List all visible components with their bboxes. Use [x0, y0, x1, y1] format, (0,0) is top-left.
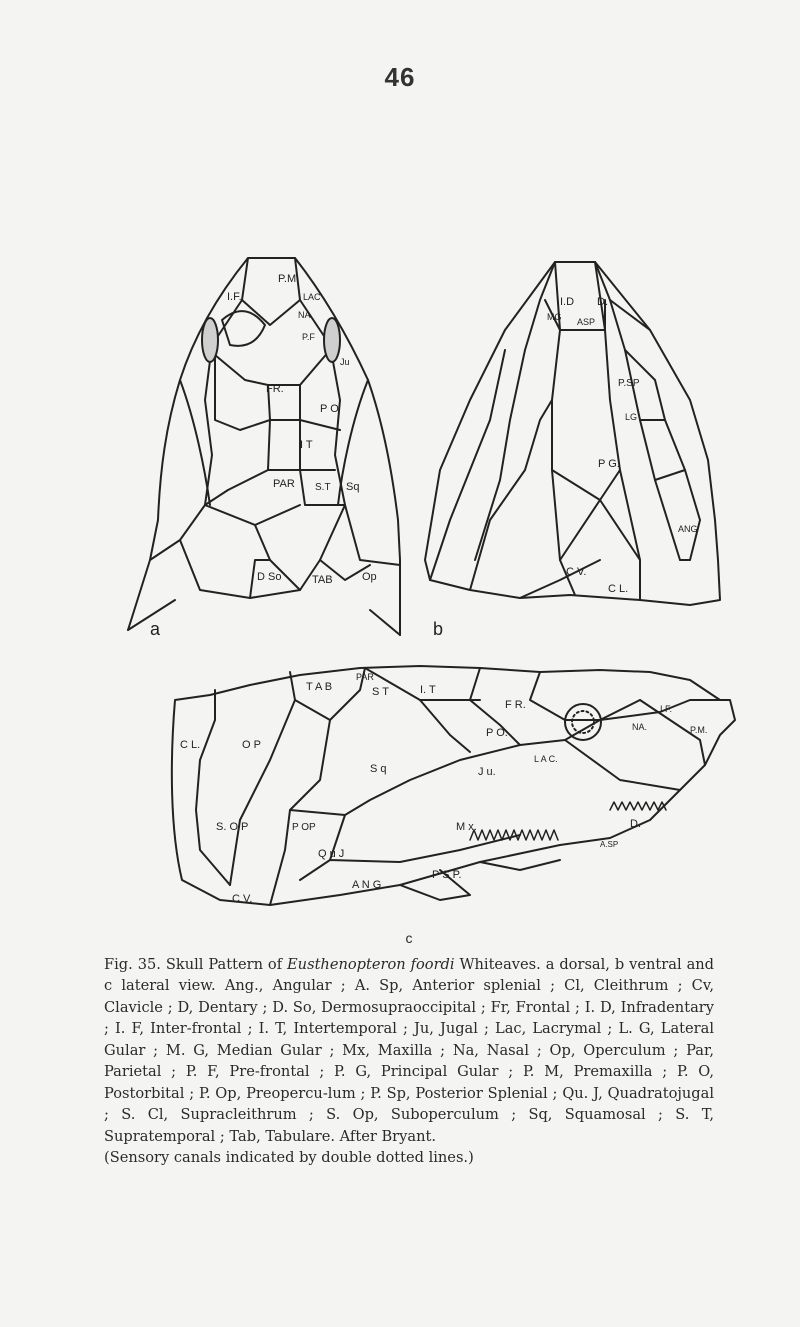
label-c-na: NA.	[632, 722, 648, 732]
label-c-op: O P	[242, 739, 261, 751]
label-b-asp: ASP	[577, 317, 596, 327]
label-a-fr: FR.	[266, 383, 284, 395]
label-c-pm: P.M.	[690, 725, 708, 735]
label-c-d: D.	[630, 818, 641, 830]
label-a-it: I T	[300, 439, 313, 451]
label-c-cv: C V.	[232, 893, 253, 905]
label-a-dso: D So	[257, 571, 282, 583]
label-c-pop: P OP	[292, 822, 316, 833]
label-b-ang: ANG	[678, 524, 698, 534]
label-b-pg: P G.	[598, 458, 620, 470]
label-c-fr: F R.	[505, 699, 526, 711]
label-c-mx: M x.	[456, 821, 477, 833]
label-c-st: S T	[372, 686, 389, 698]
label-a-op: Op	[362, 571, 377, 583]
caption-title-prefix: Skull Pattern of	[165, 955, 283, 973]
label-c-sop: S. O P	[216, 821, 249, 833]
panel-a-letter: a	[150, 619, 161, 639]
panel-b-letter: b	[433, 619, 444, 639]
label-c-sq: S q	[370, 763, 387, 775]
label-a-sq: Sq	[346, 481, 360, 493]
label-c-it: I. T	[420, 684, 436, 696]
label-b-d: D.	[597, 296, 608, 308]
caption-species: Eusthenopteron foordi	[287, 955, 455, 973]
label-c-po: P O.	[486, 727, 508, 739]
label-c-if: I F.	[660, 704, 673, 714]
label-a-st: S.T	[315, 482, 331, 493]
label-c-cl: C L.	[180, 739, 201, 751]
label-c-quj: Q u J	[318, 848, 345, 860]
label-a-tab: TAB	[312, 574, 333, 586]
page-number: 46	[384, 62, 416, 92]
panel-c-letter: c	[405, 930, 413, 946]
label-a-ju: Ju	[340, 357, 350, 367]
label-b-cl: C L.	[608, 583, 629, 595]
label-b-lg: LG	[625, 412, 638, 422]
label-a-na: NA	[298, 310, 311, 320]
label-c-psp: P S P.	[432, 869, 462, 881]
label-a-pm: P.M.	[278, 273, 300, 285]
label-b-psp: P.SP	[618, 378, 640, 389]
label-c-par: PAR	[356, 672, 374, 682]
caption-body: Whiteaves. a dorsal, b ventral and c lateral view. Ang., Angular ; A. Sp, Anterior splenial ; Cl, Cleithrum ; Cv, Clavicle ; D, Dentary ; D. So, Dermosupraoccipital ; Fr, Frontal ; I. D, Infradentary ; I. F, Inter-frontal ; I. T, Intertemporal ; Ju, Jugal ; Lac, Lacrymal ; L. G, Lateral Gular ; M. G, Median Gular ; Mx, Maxilla ; Na, Nasal ; Op, Operculum ; Par, Parietal ; P. F, Pre-frontal ; P. G, Principal Gular ; P. M, Premaxilla ; P. O, Postorbital ; P. Op, Preopercu-lum ; P. Sp, Posterior Splenial ; Qu. J, Quadratojugal ; S. Cl, Supracleithrum ; S. Op, Suboperculum ; Sq, Squamosal ; S. T, Supratemporal ; Tab, Tabulare. After Bryant.	[104, 955, 715, 1145]
label-c-ang: A N G	[352, 879, 382, 891]
label-c-ju: J u.	[478, 766, 496, 778]
label-a-pf: P.F	[302, 332, 315, 342]
caption-note: (Sensory canals indicated by double dotted lines.)	[104, 1149, 474, 1166]
label-c-lac: L A C.	[534, 754, 558, 764]
label-b-mg: MG	[547, 312, 562, 322]
figure-caption	[104, 928, 714, 1169]
label-b-id: I.D	[560, 296, 575, 308]
label-b-cv: C V.	[566, 566, 587, 578]
label-a-par: PAR	[273, 478, 295, 490]
label-c-tab: T A B	[306, 681, 333, 693]
label-a-po: P O	[320, 403, 339, 415]
caption-fig-label: Fig. 35.	[104, 955, 161, 973]
label-a-if: I.F.	[227, 291, 242, 303]
panel-b-drawing	[425, 262, 720, 605]
label-a-lac: LAC	[303, 292, 321, 302]
label-c-asp: A.SP	[600, 840, 619, 849]
